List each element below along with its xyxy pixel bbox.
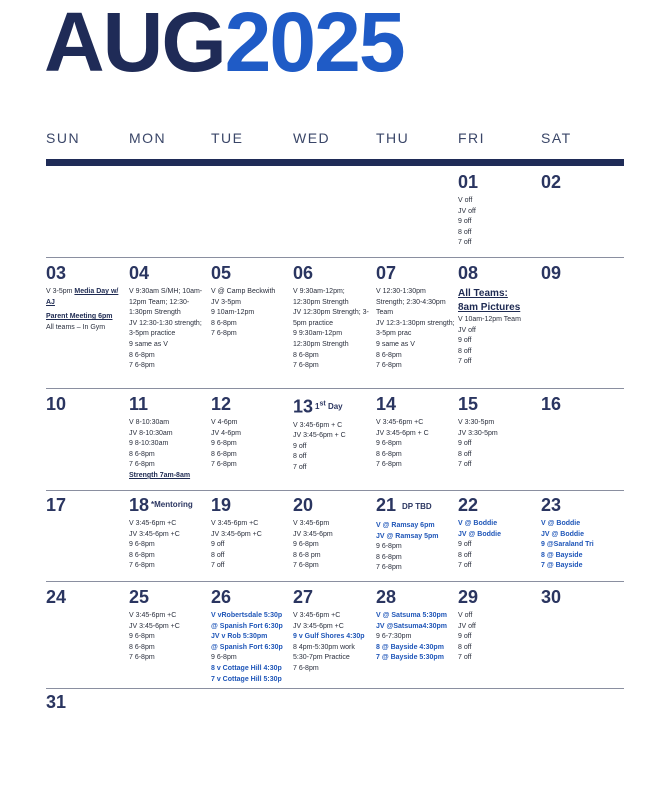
schedule-line: JV 3:45-6pm + C	[293, 432, 346, 440]
day-cell-18	[129, 495, 209, 572]
day-note: DP TBD	[402, 502, 432, 511]
schedule-line: 8 off	[293, 453, 307, 461]
schedule-line: 9 6-8pm	[129, 633, 155, 641]
day-schedule	[46, 287, 126, 333]
weekday-fri: FRI	[458, 130, 486, 146]
schedule-line: 7 off	[458, 239, 472, 247]
schedule-line: V vRobertsdale 5:30p	[211, 612, 283, 619]
day-number	[129, 587, 209, 607]
schedule-line: V @ Boddie	[541, 520, 581, 527]
schedule-line: 9 6-7:30pm	[376, 633, 412, 641]
weekday-wed: WED	[293, 130, 331, 146]
schedule-line: V 3:45-6pm + C	[293, 421, 343, 429]
day-number-text: 08	[458, 263, 479, 283]
day-number-text: 20	[293, 495, 314, 515]
day-cell-25	[129, 587, 209, 664]
month-label: AUG	[44, 0, 225, 89]
day-number	[129, 495, 209, 515]
day-number-text: 19	[211, 495, 232, 515]
schedule-line: 7 6-8pm	[376, 362, 402, 370]
day-schedule	[129, 287, 209, 372]
schedule-line: V 8-10:30am	[129, 419, 170, 426]
schedule-line: 7 6-8pm	[293, 664, 319, 672]
day-cell-13	[293, 394, 373, 474]
day-cell-07	[376, 263, 456, 372]
schedule-line: Parent Meeting 6pm	[46, 313, 113, 321]
schedule-line: 8 @ Bayside 4:30pm	[376, 643, 444, 651]
day-schedule	[293, 519, 373, 572]
day-cell-27	[293, 587, 373, 675]
schedule-line: 7 6-8pm	[376, 461, 402, 469]
day-number-text: 09	[541, 263, 562, 283]
day-number-text: 16	[541, 394, 562, 414]
day-number	[129, 394, 209, 414]
day-number	[293, 394, 373, 417]
schedule-line	[46, 287, 126, 308]
schedule-line: @ Spanish Fort 6:30p	[211, 643, 283, 651]
schedule-line: JV 3:45-6pm	[293, 530, 333, 538]
day-number	[376, 587, 456, 607]
day-schedule	[376, 418, 456, 471]
day-cell-20	[293, 495, 373, 572]
day-schedule	[211, 611, 291, 685]
day-number	[541, 172, 621, 192]
day-note: 1st Day	[315, 400, 343, 411]
schedule-line: 8 off	[211, 551, 225, 559]
day-number-text: 25	[129, 587, 150, 607]
weekday-tue: TUE	[211, 130, 244, 146]
schedule-line: 9 off	[293, 442, 307, 450]
schedule-line: V 12:30-1:30pm Strength; 2:30-4:30pm Team	[376, 288, 446, 317]
day-number-text: 26	[211, 587, 232, 607]
schedule-line: V 4-6pm	[211, 419, 238, 426]
schedule-line: V 3:45-6pm +C	[376, 419, 424, 426]
schedule-line: 7 @ Bayside 5:30pm	[376, 654, 444, 662]
schedule-line: 9 9:30am-12pm	[293, 330, 343, 338]
day-number	[541, 394, 621, 414]
schedule-line: 7 6-8pm	[376, 564, 402, 572]
day-cell-23	[541, 495, 621, 572]
day-number-text: 15	[458, 394, 479, 414]
schedule-line: 8 6-8pm	[129, 450, 155, 458]
day-number	[293, 587, 373, 607]
day-schedule	[293, 421, 373, 474]
day-number-text: 06	[293, 263, 314, 283]
day-schedule	[376, 287, 456, 372]
day-number-text: 17	[46, 495, 67, 515]
schedule-line: V 3-5pm	[46, 288, 75, 295]
schedule-line: V @ Boddie	[458, 520, 498, 527]
day-number	[376, 495, 456, 517]
schedule-line: 9 8-10:30am	[129, 440, 169, 448]
schedule-line: 8 @ Bayside	[541, 551, 583, 559]
schedule-line: 7 6-8pm	[293, 562, 319, 570]
schedule-line: V @ Ramsay 6pm	[376, 522, 435, 529]
schedule-line: JV 3:45-6pm +C	[129, 622, 180, 630]
day-number-text: 11	[129, 394, 149, 414]
schedule-line: 7 @ Bayside	[541, 562, 583, 570]
day-number	[376, 394, 456, 414]
day-number	[458, 172, 538, 192]
schedule-line: JV @Satsuma4:30pm	[376, 622, 448, 630]
day-number	[46, 263, 126, 283]
schedule-line: 7 off	[293, 464, 307, 472]
schedule-line: JV 12:30-1:30 strength; 3-5pm practice	[129, 319, 202, 338]
schedule-line: 7 6-8pm	[129, 362, 155, 370]
weekday-mon: MON	[129, 130, 167, 146]
day-number	[376, 263, 456, 283]
schedule-line: JV off	[458, 326, 476, 334]
schedule-line: 7 6-8pm	[129, 562, 155, 570]
day-schedule	[211, 519, 291, 572]
day-cell-22	[458, 495, 538, 572]
day-schedule	[129, 418, 209, 482]
schedule-line: 8 6-8pm	[129, 351, 155, 359]
schedule-line: 7 6-8pm	[211, 461, 237, 469]
schedule-line: V @ Camp Beckwith	[211, 288, 276, 295]
schedule-line: 8 6-8pm	[211, 450, 237, 458]
day-number-text: 24	[46, 587, 67, 607]
day-cell-06	[293, 263, 373, 372]
week-divider	[46, 388, 624, 389]
schedule-line: V 10am-12pm Team	[458, 316, 521, 323]
schedule-line: 7 off	[458, 358, 472, 366]
schedule-line: JV @ Boddie	[458, 530, 501, 538]
day-cell-04	[129, 263, 209, 372]
schedule-line: 8 6-8pm	[376, 450, 402, 458]
schedule-line: JV 3:45-6pm +C	[293, 622, 344, 630]
day-number-text: 03	[46, 263, 67, 283]
day-schedule	[211, 287, 291, 340]
day-number-text: 31	[46, 692, 67, 712]
schedule-line: 9 off	[458, 337, 472, 345]
schedule-line: 9 10am-12pm	[211, 309, 255, 317]
day-schedule	[211, 418, 291, 471]
day-schedule	[458, 418, 538, 471]
schedule-line: JV @ Boddie	[541, 530, 584, 538]
schedule-line: 8 6-8pm	[211, 319, 237, 327]
day-number	[458, 394, 538, 414]
day-number-text: 14	[376, 394, 397, 414]
schedule-line: 7 6-8pm	[129, 654, 155, 662]
day-number-text: 22	[458, 495, 479, 515]
schedule-line: V off	[458, 612, 473, 619]
day-number-text: 04	[129, 263, 150, 283]
schedule-line: 8 6-8pm	[376, 351, 402, 359]
day-number-text: 18	[129, 495, 150, 515]
schedule-line: V 3:45-6pm +C	[129, 612, 177, 619]
schedule-line: V 9:30am-12pm; 12:30pm Strength	[293, 288, 349, 306]
schedule-line: 9 same as V	[376, 340, 415, 348]
weekday-sat: SAT	[541, 130, 572, 146]
day-cell-03	[46, 263, 126, 333]
schedule-line: 7 6-8pm	[293, 362, 319, 370]
day-cell-21	[376, 495, 456, 574]
day-cell-19	[211, 495, 291, 572]
day-number	[293, 263, 373, 283]
schedule-line: 9 6-8pm	[129, 541, 155, 549]
schedule-line: 7 off	[211, 562, 225, 570]
schedule-line: 8 off	[458, 643, 472, 651]
day-number	[211, 587, 291, 607]
schedule-line: V 3:45-6pm +C	[129, 520, 177, 527]
month-year-title	[44, 0, 404, 89]
day-number-text: 21	[376, 495, 397, 515]
day-cell-15	[458, 394, 538, 471]
schedule-line: 9 off	[458, 633, 472, 641]
schedule-line: V 3:45-6pm +C	[211, 520, 259, 527]
weekday-header	[0, 130, 647, 150]
schedule-line: V 3:45-6pm +C	[293, 612, 341, 619]
day-cell-14	[376, 394, 456, 471]
schedule-line: 9 6-8pm	[376, 543, 402, 551]
year-label: 2025	[224, 0, 404, 89]
schedule-line: 7 off	[458, 562, 472, 570]
schedule-line: 12:30pm Strength	[293, 340, 349, 348]
schedule-line: V 9:30am S/MH; 10am-12pm Team; 12:30-1:30pm Strength	[129, 288, 203, 317]
schedule-line: JV 3:45-6pm +C	[129, 530, 180, 538]
schedule-line: JV v Rob 5:30pm	[211, 633, 268, 641]
day-cell-08	[458, 263, 538, 368]
day-number	[211, 495, 291, 515]
day-schedule	[129, 611, 209, 664]
schedule-line: 8 off	[458, 450, 472, 458]
schedule-line: 8 6-8pm	[293, 351, 319, 359]
schedule-line: 8am Pictures	[458, 302, 521, 313]
day-number-text: 02	[541, 172, 562, 192]
schedule-line: 9 6-8pm	[293, 541, 319, 549]
schedule-line: 8 4pm-5:30pm work	[293, 643, 355, 651]
day-number	[293, 495, 373, 515]
schedule-line: JV @ Ramsay 5pm	[376, 532, 439, 540]
day-number-text: 30	[541, 587, 562, 607]
day-number-text: 28	[376, 587, 397, 607]
schedule-line: JV 8-10:30am	[129, 429, 173, 437]
week-divider	[46, 490, 624, 491]
day-cell-12	[211, 394, 291, 471]
day-number-text: 27	[293, 587, 314, 607]
schedule-line: JV off	[458, 207, 476, 215]
schedule-line: V 3:30-5pm	[458, 419, 495, 426]
schedule-line: 9 off	[458, 440, 472, 448]
day-cell-30	[541, 587, 621, 611]
schedule-line: Strength 7am-8am	[129, 471, 191, 479]
schedule-line: 9 6-8pm	[211, 440, 237, 448]
header-divider-bar	[46, 159, 624, 166]
day-schedule	[458, 519, 538, 572]
day-cell-02	[541, 172, 621, 196]
day-number	[46, 495, 126, 515]
schedule-line: All Teams:	[458, 288, 508, 299]
schedule-line: Media Day w/ AJ	[46, 288, 119, 306]
day-cell-05	[211, 263, 291, 340]
schedule-line: V 3:45-6pm	[293, 520, 330, 527]
schedule-line: JV 3:30-5pm	[458, 429, 498, 437]
day-schedule	[293, 611, 373, 675]
day-cell-28	[376, 587, 456, 664]
day-number-text: 13	[293, 396, 314, 417]
schedule-line: V @ Satsuma 5:30pm	[376, 612, 448, 619]
schedule-line: JV 3:45-6pm +C	[211, 530, 262, 538]
schedule-line: 7 6-8pm	[129, 461, 155, 469]
day-cell-26	[211, 587, 291, 685]
schedule-line: 7 off	[458, 654, 472, 662]
day-schedule	[458, 196, 538, 249]
schedule-line: 9 @Saraland Tri	[541, 541, 594, 549]
schedule-line: All teams – In Gym	[46, 323, 106, 331]
schedule-line: JV 3:45-6pm + C	[376, 429, 429, 437]
schedule-line: 8 6-8pm	[129, 551, 155, 559]
day-number-text: 12	[211, 394, 232, 414]
day-number-text: 29	[458, 587, 479, 607]
day-cell-24	[46, 587, 126, 611]
day-schedule	[293, 287, 373, 372]
day-number	[46, 394, 126, 414]
schedule-line: 9 off	[458, 218, 472, 226]
schedule-line: JV 12:3-1:30pm strength; 3-5pm prac	[376, 319, 455, 338]
schedule-line: 9 v Gulf Shores 4:30p	[293, 633, 365, 641]
week-divider	[46, 688, 624, 689]
day-number	[458, 587, 538, 607]
schedule-line: V off	[458, 197, 473, 204]
schedule-line: 7 6-8pm	[211, 330, 237, 338]
day-cell-31	[46, 692, 126, 716]
day-cell-17	[46, 495, 126, 519]
day-number	[541, 263, 621, 283]
day-note: *Mentoring	[151, 500, 193, 509]
day-schedule	[458, 287, 538, 368]
schedule-line: 7 v Cottage Hill 5:30p	[211, 675, 282, 683]
day-cell-09	[541, 263, 621, 287]
schedule-line: 8 6-8pm	[129, 643, 155, 651]
day-schedule	[129, 519, 209, 572]
schedule-line: 8 off	[458, 347, 472, 355]
schedule-line: @ Spanish Fort 6:30p	[211, 622, 283, 630]
day-number	[541, 495, 621, 515]
day-cell-01	[458, 172, 538, 249]
day-number	[46, 692, 126, 712]
schedule-line: 9 off	[211, 541, 225, 549]
day-schedule	[376, 521, 456, 574]
schedule-line: 9 6-8pm	[376, 440, 402, 448]
day-number	[458, 495, 538, 515]
day-number-text: 07	[376, 263, 397, 283]
schedule-line: 8 v Cottage Hill 4:30p	[211, 664, 282, 672]
day-cell-29	[458, 587, 538, 664]
schedule-line: 8 off	[458, 228, 472, 236]
schedule-line: JV 4-6pm	[211, 429, 241, 437]
schedule-line: 9 6-8pm	[211, 654, 237, 662]
day-number	[458, 263, 538, 283]
week-divider	[46, 581, 624, 582]
schedule-line: 9 off	[458, 541, 472, 549]
day-number	[211, 394, 291, 414]
day-number	[129, 263, 209, 283]
day-cell-11	[129, 394, 209, 482]
day-cell-10	[46, 394, 126, 418]
schedule-line: 7 off	[458, 461, 472, 469]
schedule-line: 9 same as V	[129, 340, 168, 348]
schedule-line: JV 12:30pm Strength; 3-5pm practice	[293, 309, 369, 327]
schedule-line: 8 off	[458, 551, 472, 559]
day-number	[46, 587, 126, 607]
day-number	[211, 263, 291, 283]
week-divider	[46, 257, 624, 258]
day-cell-16	[541, 394, 621, 418]
day-number-text: 01	[458, 172, 479, 192]
schedule-line: JV off	[458, 622, 476, 630]
weekday-thu: THU	[376, 130, 410, 146]
schedule-line: 8 6-8pm	[376, 553, 402, 561]
day-schedule	[541, 519, 621, 572]
day-schedule	[376, 611, 456, 664]
schedule-line: 5:30-7pm Practice	[293, 654, 350, 662]
day-number-text: 10	[46, 394, 67, 414]
day-number-text: 23	[541, 495, 562, 515]
day-number-text: 05	[211, 263, 232, 283]
weekday-sun: SUN	[46, 130, 81, 146]
schedule-line: JV 3-5pm	[211, 298, 241, 306]
day-number	[541, 587, 621, 607]
day-schedule	[458, 611, 538, 664]
schedule-line: 8 6-8 pm	[293, 551, 321, 559]
